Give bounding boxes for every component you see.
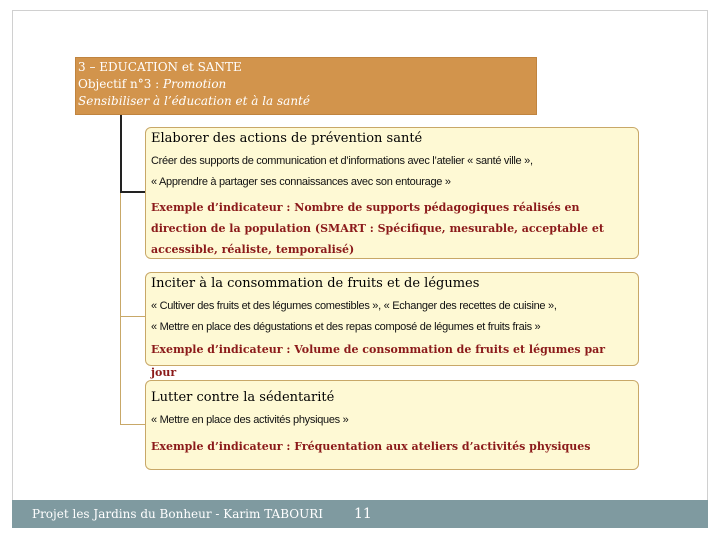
card-example-indicator: Exemple d’indicateur : Fréquentation aux ateliers d’activités physiques — [151, 440, 591, 453]
tree-connector-dark-vertical — [120, 115, 122, 193]
card-body-line: « Mettre en place des activités physiques » — [151, 414, 349, 426]
tree-connector-branch-3 — [120, 424, 146, 425]
card-body-line: « Apprendre à partager ses connaissances avec son entourage » — [151, 176, 451, 188]
action-card-sedentarity — [145, 380, 639, 470]
action-card-fruits — [145, 272, 639, 379]
card-body-line: « Cultiver des fruits et des légumes comestibles », « Echanger des recettes de cuisine », — [151, 300, 557, 312]
objective-label: Objectif n°3 : — [78, 77, 164, 91]
section-header — [75, 57, 537, 115]
card-title: Lutter contre la sédentarité — [151, 390, 335, 405]
card-example-indicator: Exemple d’indicateur : Volume de consommation de fruits et légumes par jour — [151, 343, 606, 379]
card-body-line: Créer des supports de communication et d’informations avec l’atelier « santé ville », — [151, 155, 533, 167]
footer-text: Projet les Jardins du Bonheur - Karim TABOURI — [32, 507, 323, 521]
objective-description: Sensibiliser à l’éducation et à la santé — [78, 94, 310, 108]
section-title: 3 – EDUCATION et SANTE — [78, 60, 242, 74]
tree-connector-dark-horizontal — [120, 191, 146, 193]
objective-value: Promotion — [163, 77, 227, 91]
objective-line — [78, 76, 534, 93]
tree-connector-branch-2 — [120, 316, 146, 317]
card-body-line: « Mettre en place des dégustations et des repas composé de légumes et fruits frais » — [151, 321, 541, 333]
card-title: Elaborer des actions de prévention santé — [151, 131, 423, 146]
page-number: 11 — [354, 506, 372, 522]
card-example-indicator: Exemple d’indicateur : Nombre de supports pédagogiques réalisés en direction de la population (SMART : Spécifique, mesurable, acceptable et accessible, réaliste, temporalisé) — [151, 201, 604, 256]
card-title: Inciter à la consommation de fruits et de légumes — [151, 276, 480, 291]
action-card-prevention — [145, 127, 639, 259]
